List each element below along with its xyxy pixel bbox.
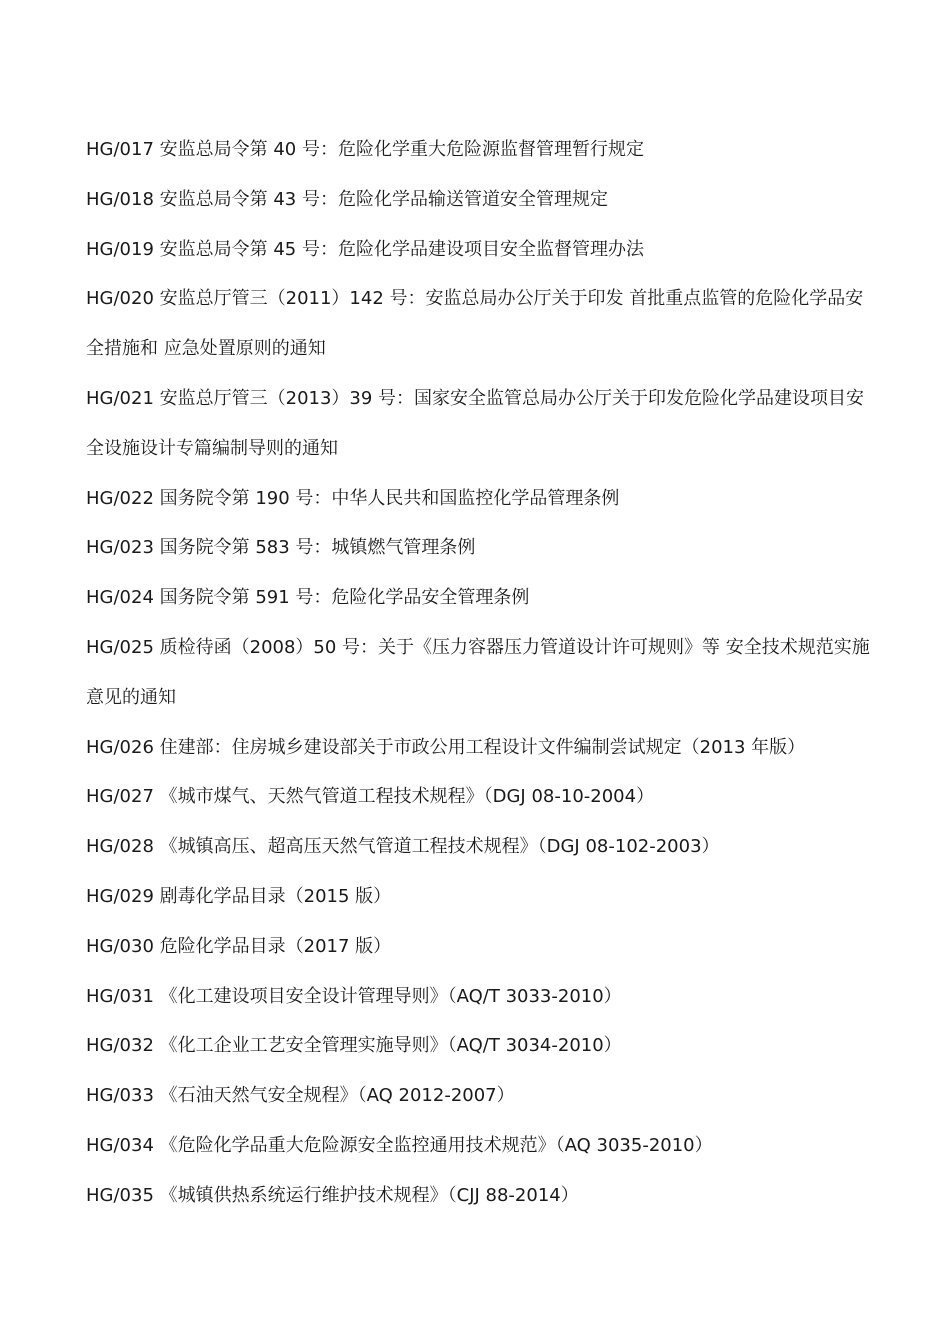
list-item: HG/024 国务院令第 591 号：危险化学品安全管理条例 [86, 587, 530, 609]
list-item: HG/018 安监总局令第 43 号：危险化学品输送管道安全管理规定 [86, 188, 608, 210]
list-item: HG/028 《城镇高压、超高压天然气管道工程技术规程》（DGJ 08-102-2003） [86, 836, 720, 858]
list-item: HG/019 安监总局令第 45 号：危险化学品建设项目安全监督管理办法 [86, 238, 644, 260]
list-item: HG/027 《城市煤气、天然气管道工程技术规程》（DGJ 08-10-2004） [86, 786, 655, 808]
list-item: HG/031 《化工建设项目安全设计管理导则》（AQ/T 3033-2010） [86, 985, 622, 1007]
list-item: HG/022 国务院令第 190 号：中华人民共和国监控化学品管理条例 [86, 487, 620, 509]
list-item: HG/021 安监总厅管三（2013）39 号：国家安全监管总局办公厅关于印发危险化学品建设项目安全设施设计专篇编制导则的通知 [86, 387, 865, 459]
list-item: HG/030 危险化学品目录（2017 版） [86, 935, 392, 957]
list-item: HG/034 《危险化学品重大危险源安全监控通用技术规范》（AQ 3035-2010） [86, 1134, 713, 1156]
regulation-list [86, 125, 876, 1221]
list-item: HG/026 住建部：住房城乡建设部关于市政公用工程设计文件编制尝试规定（2013 年版） [86, 736, 806, 758]
list-item: HG/033 《石油天然气安全规程》（AQ 2012-2007） [86, 1085, 515, 1107]
list-item: HG/023 国务院令第 583 号：城镇燃气管理条例 [86, 537, 476, 559]
list-item: HG/017 安监总局令第 40 号：危险化学重大危险源监督管理暂行规定 [86, 139, 644, 160]
list-item: HG/025 质检待函（2008）50 号：关于《压力容器压力管道设计许可规则》等 安全技术规范实施意见的通知 [86, 636, 870, 708]
list-item: HG/029 剧毒化学品目录（2015 版） [86, 885, 392, 907]
list-item: HG/035 《城镇供热系统运行维护技术规程》（CJJ 88-2014） [86, 1184, 579, 1206]
list-item: HG/020 安监总厅管三（2011）142 号：安监总局办公厅关于印发 首批重点监管的危险化学品安全措施和 应急处置原则的通知 [86, 288, 864, 360]
list-item: HG/032 《化工企业工艺安全管理实施导则》（AQ/T 3034-2010） [86, 1035, 622, 1057]
